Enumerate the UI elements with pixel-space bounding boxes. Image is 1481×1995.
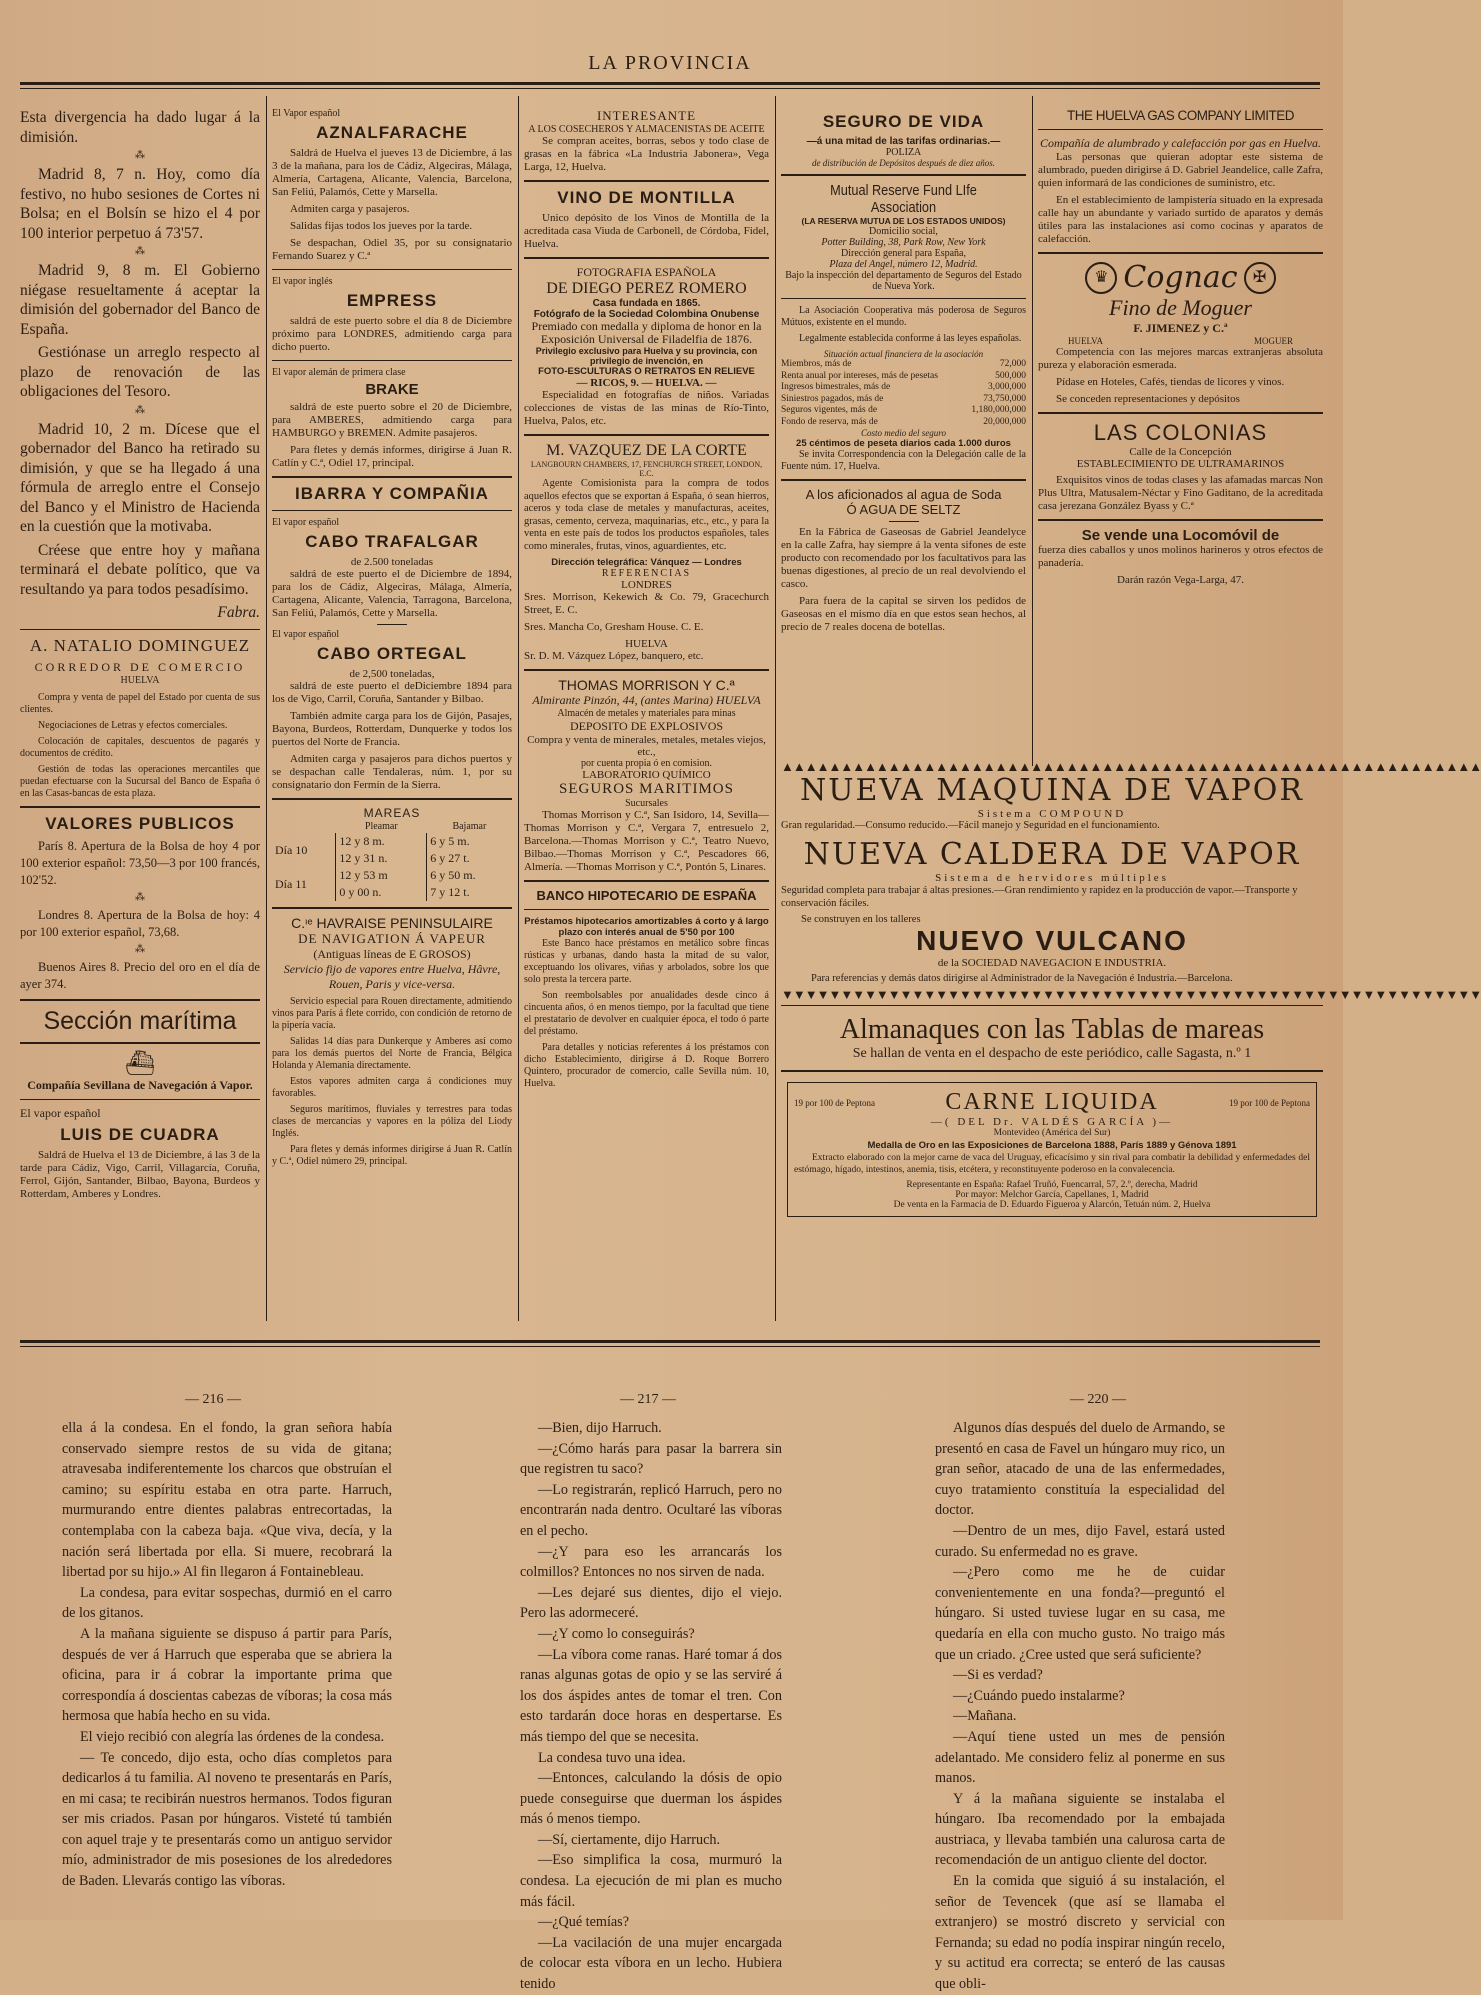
ad-text: Situación actual financiera de la asociación: [823, 349, 984, 359]
tides-cell: 12 y 31 n.: [336, 850, 427, 867]
ad-address: LANGBOURN CHAMBERS, 17, FENCHURCH STREET, LONDON, E.C.: [530, 460, 763, 478]
ad-text: Legalmente establecida conforme á las leyes españolas.: [799, 333, 1022, 344]
folio-number: — 220 —: [1070, 1392, 1126, 1407]
ad-text: fuerza dies caballos y unos molinos harineros y otros efectos de panadería.: [1038, 544, 1323, 569]
divider: [20, 1099, 260, 1100]
ad-text: Para detalles y noticias referentes á los préstamos con dicho Establecimiento, dirigirse á D. Roque Borrero Quintero, procurador de comercio, calle Sevilla núm. 10, Huelva.: [524, 1042, 769, 1089]
ad-text: Servicio especial para Rouen directamente, admitiendo vinos para París á flete corrido, con condición de retorno de la pipería vacía.: [272, 996, 512, 1031]
ad-title: VINO DE MONTILLA: [557, 188, 736, 207]
separator-stars: ⁂: [135, 404, 145, 416]
ship-schedule: saldrá de este puerto el de Diciembre de 1894, para los de Cádiz, Algeciras, Málaga, Almería, Cartagena, Alicante, Valencia, Tarragona, Barcelona, San Feliú, Palamós, Cette y Marsella.: [272, 568, 512, 619]
news-paragraph: Madrid 10, 2 m. Dícese que el gobernador del Banco ha retirado su dimisión, y que se ha llegado á una fórmula de arreglo entre el Consejo del Banco y el Ministro de Hacienda en la cuestión que la motivaba.: [20, 420, 260, 535]
ad-subtitle: Sistema COMPOUND: [977, 808, 1127, 820]
ad-text: Almacén de metales y materiales para minas: [557, 708, 736, 719]
ad-text: Gestión de todas las operaciones mercantiles que puedan efectuarse con la Sucursal del Banco de España ó en las Casas-bancas de esta plaza.: [20, 763, 260, 799]
masthead-rule: [20, 82, 1320, 85]
company-title: IBARRA Y COMPAÑIA: [295, 484, 489, 503]
ad-text: Thomas Morrison y C.ª, San Isidoro, 14, Sevilla—Thomas Morrison y C.ª, Vergara 7, entresuelo 2, Barcelona.—Thomas Morrison y C.ª, Teatro Nuevo, Bilbao.—Thomas Morrison y C.ª, Pescadores 66, Almería. —Thomas Morrison y C.ª, Pontón 5, Linares.: [524, 809, 769, 873]
ship-name: LUIS DE CUADRA: [60, 1124, 220, 1144]
ad-subtitle: Sistema de hervidores múltiples: [935, 872, 1169, 884]
crest-icon: ♛: [1085, 262, 1117, 294]
tides-table: [272, 820, 512, 901]
ship-intro: El vapor inglés: [272, 276, 333, 287]
ship-intro: El vapor español: [272, 629, 340, 640]
ad-title: Almanaques con las Tablas de mareas: [839, 1014, 1265, 1045]
divider: [781, 1070, 1323, 1072]
serial-paragraph: La condesa, para evitar sospechas, durmió en el carro de los gitanos.: [62, 1584, 392, 1622]
serial-paragraph: — Te concedo, dijo esta, ocho días completos para dedicarlos á tu familia. Al noveno te presentarás en París, en mi casa; te recibirán nuestros hermanos. Todos figuran ser mis criados. Pasan por húngaros. Visteté tú también con aquel traje y te presentarás como un antiguo servidor mío, administrador de mis posesiones de los alrededores de Baden. Llevarás contigo las víboras.: [62, 1749, 392, 1890]
ad-text: 19 por 100 de Peptona: [1229, 1097, 1310, 1108]
ad-title: FOTOGRAFIA ESPAÑOLA: [576, 265, 717, 279]
tides-header-low: Bajamar: [452, 821, 487, 832]
ad-text: Dirección general para España,: [841, 248, 966, 259]
ad-text: Para fuera de la capital se sirven los pedidos de Gaseosas en el mismo día en que estos sean hechos, al precio de 7 reales docena de botellas.: [781, 595, 1026, 633]
carne-liquida-ad: [787, 1082, 1317, 1217]
company-name: Compañía Sevillana de Navegación á Vapor.: [27, 1077, 253, 1092]
company-title: C.ᶦᵉ HAVRAISE PENINSULAIRE: [291, 915, 493, 931]
ad-text: Para referencias y demás datos dirigirse al Administrador de la Navegación é Industria.—Barcelona.: [811, 973, 1233, 984]
ship-name: CABO ORTEGAL: [317, 644, 467, 663]
ad-title-2: DE DIEGO PEREZ ROMERO: [546, 280, 747, 297]
figure-label: Fondo de reserva, más de: [781, 416, 878, 427]
crest-icon: ✠: [1244, 262, 1276, 294]
ad-subtitle: Calle de la Concepción: [1129, 446, 1232, 458]
ad-text: Pídase en Hoteles, Cafés, tiendas de licores y vinos.: [1056, 376, 1285, 388]
ad-text: Potter Building, 38, Park Row, New York: [821, 237, 986, 248]
news-paragraph: Londres 8. Apertura de la Bolsa de hoy: 4 por 100 exterior español, 73,68.: [20, 907, 260, 939]
column-ads-3: [524, 108, 769, 1323]
divider: [1038, 519, 1323, 521]
ad-text: Colocación de capitales, descuentos de pagarés y documentos de crédito.: [20, 735, 260, 759]
serial-paragraph: —Bien, dijo Harruch.: [538, 1420, 662, 1436]
serial-paragraph: —¿Cuándo puedo instalarme?: [953, 1687, 1125, 1704]
news-paragraph: Esta divergencia ha dado lugar á la dimisión.: [20, 109, 260, 146]
figure-label: Ingresos bimestrales, más de: [781, 382, 891, 392]
serial-paragraph: —Si es verdad?: [953, 1667, 1043, 1684]
ad-text: Costo medio del seguro: [861, 428, 946, 438]
column-rule: [775, 96, 776, 1321]
column-rule: [518, 96, 519, 1321]
tides-title: MAREAS: [363, 806, 421, 820]
wide-ads: [781, 759, 1481, 1320]
divider: [272, 476, 512, 478]
divider: [1038, 129, 1323, 130]
serial-paragraph: —La víbora come ranas. Haré tomar á dos ranas algunas gotas de opio y se las serviré á los dos áspides antes de tomar el tren. Con esto tardarán doce horas en despertarse. Es más tiempo del que se necesita.: [520, 1646, 782, 1745]
ad-subtitle: de la SOCIEDAD NAVEGACION E INDUSTRIA.: [937, 957, 1167, 969]
location-label: MOGUER: [1253, 336, 1293, 346]
ship-schedule: Salidas fijas todos los jueves por la tarde.: [290, 220, 473, 232]
ad-subtitle: A LOS COSECHEROS Y ALMACENISTAS DE ACEITE: [528, 124, 765, 135]
ad-text: Especialidad en fotografías de niños. Variadas colecciones de vistas de las minas de Río-Tinto, Huelva, Palos, etc.: [524, 389, 769, 427]
ad-text: Bajo la inspección del departamento de Seguros del Estado de Nueva York.: [785, 270, 1022, 292]
ad-text: Fotógrafo de la Sociedad Colombina Onubense: [533, 309, 760, 320]
ad-text: Sres. Morrison, Kekewich & Co. 79, Gracechurch Street, E. C.: [524, 591, 769, 616]
ship-intro: El vapor español: [20, 1105, 101, 1120]
divider: [272, 269, 512, 270]
ad-text: En la Fábrica de Gaseosas de Gabriel Jeandelyce en la calle Zafra, hay siempre á la venta sifones de este producto con recomendado por los facultativos para las buenas digestiones, al precio de un real devolviendo el casco.: [781, 526, 1026, 590]
column-ads-4: [781, 108, 1026, 753]
ad-text: DEPOSITO DE EXPLOSIVOS: [569, 719, 724, 733]
ship-schedule: Admiten carga y pasajeros.: [290, 203, 410, 215]
serial-paragraph: —¿Cómo harás para pasar la barrera sin que registren tu saco?: [520, 1440, 782, 1478]
ad-title: Mutual Reserve Fund LIfe Association: [830, 182, 977, 216]
divider: [524, 434, 769, 436]
ad-text: Medalla de Oro en las Exposiciones de Barcelona 1888, París 1889 y Génova 1891: [867, 1140, 1237, 1151]
section-rule: [20, 1340, 1320, 1343]
ad-text: Plaza del Angel, número 12, Madrid.: [829, 259, 978, 270]
divider: [272, 798, 512, 800]
ad-title: LAS COLONIAS: [1093, 420, 1268, 445]
ship-schedule: Saldrá de Huelva el jueves 13 de Diciembre, á las 3 de la mañana, para los de Cádiz, Algeciras, Málaga, Almería, Cartagena, Alicante, Valencia, Barcelona, San Feliú, Palamós, Cette y Marsella.: [272, 147, 512, 198]
ad-text: Se hallan de venta en el despacho de este periódico, calle Sagasta, n.º 1: [852, 1046, 1252, 1061]
firm-name: F. JIMENEZ y C.ª: [1133, 321, 1228, 335]
serial-paragraph: —Lo registrarán, replicó Harruch, pero no encontrarán nada dentro. Ocultaré las víboras en el pecho.: [520, 1481, 782, 1539]
ad-title: THE HUELVA GAS COMPANY LIMITED: [1066, 108, 1295, 123]
divider: [1038, 412, 1323, 414]
company-service: Servicio fijo de vapores entre Huelva, Hâvre, Rouen, Paris y vice-versa.: [283, 962, 501, 991]
serial-paragraph: —Eso simplifica la cosa, murmuró la condesa. La ejecución de mi plan es mucho más fácil.: [520, 1852, 782, 1910]
separator-stars: ⁂: [135, 943, 145, 955]
figure-value: 1,180,000,000: [971, 405, 1026, 415]
ad-text: Se invita Correspondencia con la Delegación calle de la Fuente núm. 17, Huelva.: [781, 449, 1026, 472]
tides-cell: 6 y 5 m.: [427, 833, 512, 850]
ad-text: Salidas 14 días para Dunkerque y Amberes así como para los demás puertos del Norte de Francia, Bélgica Holanda y Alemania directamente.: [272, 1036, 512, 1071]
location-label: HUELVA: [1068, 336, 1104, 346]
divider: [524, 909, 769, 910]
serial-column-1: [62, 1418, 392, 1913]
figure-label: Miembros, más de: [781, 359, 852, 369]
news-paragraph: Madrid 8, 7 n. Hoy, como día festivo, no hubo sesiones de Cortes ni Bolsa; en el Bolsín se hizo el 4 por 100 interior perpetuo á 73'57.: [20, 166, 260, 242]
ad-title: CARNE LIQUIDA: [945, 1089, 1159, 1115]
ad-title: THOMAS MORRISON Y C.ª: [558, 677, 735, 693]
ad-text: POLIZA: [885, 147, 922, 158]
ad-text: Sr. D. M. Vázquez López, banquero, etc.: [524, 650, 704, 662]
divider: [524, 669, 769, 671]
tides-cell: 6 y 27 t.: [427, 850, 512, 867]
ad-title: SEGURO DE VIDA: [822, 112, 985, 131]
tides-cell: 0 y 00 n.: [336, 884, 427, 901]
masthead-title: LA PROVINCIA: [588, 52, 752, 74]
divider: [781, 298, 1026, 299]
cognac-logo: [1038, 260, 1323, 295]
column-news: [20, 108, 260, 1323]
ad-title: NUEVA CALDERA DE VAPOR: [803, 837, 1301, 872]
ship-icon: ⛴: [124, 1050, 156, 1077]
ad-text: Estos vapores admiten carga á condiciones muy favorables.: [272, 1076, 512, 1099]
ad-text: REFERENCIAS: [601, 568, 692, 579]
broker-city: HUELVA: [120, 674, 160, 686]
ad-text: Son reembolsables por anualidades desde cinco á cincuenta años, ó en menos tiempo, por la facultad que tiene el prestatario de devolver en cualquier época, el todo ó parte del préstamo.: [524, 990, 769, 1037]
serial-paragraph: El viejo recibió con alegría las órdenes de la condesa.: [80, 1728, 385, 1745]
ad-title: A los aficionados al agua de Soda: [805, 487, 1002, 502]
divider: [781, 1005, 1323, 1006]
ad-text: 25 céntimos de peseta diarios cada 1.000 duros: [796, 438, 1011, 449]
ad-text: Darán razón Vega-Larga, 47.: [1117, 574, 1244, 586]
section-rule-thin: [20, 1346, 1320, 1347]
divider: [889, 521, 919, 522]
ship-schedule: saldrá de este puerto sobre el día 8 de Diciembre próximo para LONDRES, admitiendo carga para dicho puerto.: [272, 315, 512, 353]
divider: [781, 174, 1026, 176]
divider: [272, 907, 512, 909]
figure-value: 73,750,000: [983, 393, 1026, 404]
divider: [20, 806, 260, 808]
ad-text: En el establecimiento de lampistería situado en la expresada calle hay un abundante y variado surtido de aparatos y demás útiles para las instalaciones así como cocinas y aparatos de calefacción.: [1038, 194, 1323, 245]
serial-paragraph: —Entonces, calculando la dósis de opio puede conseguirse que duerman los áspides más ó menos tiempo.: [520, 1770, 782, 1828]
cognac-script: Cognac: [1123, 260, 1238, 295]
serial-paragraph: Y á la mañana siguiente se instalaba el húngaro. Iba recomendado por la embajada austriaca, y llevaba también una calurosa carta de recomendación de un antiguo cliente del doctor.: [935, 1790, 1225, 1869]
serial-paragraph: —Les dejaré sus dientes, dijo el viejo. Pero las adormeceré.: [520, 1584, 782, 1622]
divider: [377, 624, 407, 625]
column-shipping: [272, 108, 512, 1323]
ship-schedule: Admiten carga y pasajeros para dichos puertos y se despachan calle Tendaleras, núm. 1, por su consignatario don Fermín de la Sierra.: [272, 753, 512, 791]
ad-text: Montevideo (América del Sur): [993, 1128, 1111, 1138]
ad-text: Domicilio social,: [869, 226, 938, 237]
divider: [781, 479, 1026, 481]
serial-paragraph: —La vacilación de una mujer encargada de colocar esta víbora en un lecho. Hubiera tenido: [520, 1934, 782, 1993]
ad-text: SEGUROS MARITIMOS: [559, 781, 734, 797]
divider: [20, 629, 260, 630]
ad-text: Se construyen en los talleres: [801, 914, 921, 925]
ad-text: Premiado con medalla y diploma de honor en la Exposición Universal de Filadelfia de 1876.: [531, 319, 762, 346]
news-paragraph: Gestiónase un arreglo respecto al plazo de renovación de las obligaciones del Tesoro.: [20, 344, 260, 400]
tides-cell: 7 y 12 t.: [427, 884, 512, 901]
ad-text: LONDRES: [621, 579, 672, 591]
ad-subtitle: —á una mitad de las tarifas ordinarias.—: [806, 136, 1001, 147]
folio-number: — 216 —: [185, 1392, 241, 1407]
news-paragraph: Buenos Aires 8. Precio del oro en el día de ayer 374.: [20, 959, 260, 991]
serial-paragraph: —Mañana.: [953, 1708, 1017, 1725]
ship-name: AZNALFARACHE: [316, 123, 468, 142]
broker-subtitle: CORREDOR DE COMERCIO: [34, 659, 246, 674]
serial-paragraph: La condesa tuvo una idea.: [538, 1749, 686, 1766]
ad-title: NUEVA MAQUINA DE VAPOR: [800, 773, 1304, 808]
ad-text: Gran regularidad.—Consumo reducido.—Fácil manejo y Seguridad en el funcionamiento.: [781, 820, 1160, 831]
ship-name: BRAKE: [365, 381, 419, 398]
serial-column-2: [520, 1418, 782, 1993]
ad-text: Compra y venta de minerales, metales, metales viejos, etc.,: [527, 734, 766, 758]
ad-title: INTERESANTE: [596, 108, 697, 123]
ad-text: Para fletes y demás informes dirigirse á Juan R. Catlín y C.ª, Odiel número 29, principal.: [272, 1144, 512, 1167]
column-rule: [266, 96, 267, 1321]
ship-schedule: Se despachan, Odiel 35, por su consignatario Fernando Suarez y C.ª: [272, 237, 512, 262]
ad-text: Agente Comisionista para la compra de todos aquellos efectos que se exportan á España, ó sean hierros, aceros y toda clase de metales y manufacturas, aceites, grasas, cemento, cerveza, maquinarias, etc., etc., y para la venta en este país de todos los productos españoles, tales como minerales, frutas, vinos, aguardientes, etc.: [524, 478, 769, 552]
company-subtitle: (Antiguas líneas de E GROSOS): [313, 947, 471, 961]
separator-stars: ⁂: [135, 891, 145, 903]
serial-paragraph: En la comida que siguió á su instalación, el señor de Tevencek (que así se llamaba el extranjero) se mostró discreto y servicial con Fernanda; su edad no podía inspirar ningún recelo, y su actitud era correcta; se enteró de las causas que obli-: [935, 1873, 1225, 1993]
ship-schedule: Saldrá de Huelva el 13 de Diciembre, á las 3 de la tarde para Cádiz, Vigo, Carril, Villagarcía, Coruña, Ferrol, Gijón, Santander, Bilbao, Bayona, Burdeos y Rotterdam, Amberes y Londres.: [20, 1148, 260, 1200]
figure-label: Renta anual por intereses, más de pesetas: [781, 370, 938, 381]
ship-schedule: Para fletes y demás informes, dirigirse á Juan R. Catlín y C.ª, Odiel 17, principal.: [272, 444, 512, 469]
decorative-border: ▲▲▲▲▲▲▲▲▲▲▲▲▲▲▲▲▲▲▲▲▲▲▲▲▲▲▲▲▲▲▲▲▲▲▲▲▲▲▲▲▲▲▲▲▲▲▲▲▲▲▲▲▲▲▲▲▲▲▲: [781, 759, 1481, 774]
ad-text: Representante en España: Rafael Truñó, Fuencarral, 57, 2.º, derecha, Madrid: [906, 1180, 1198, 1190]
ship-name: EMPRESS: [346, 291, 438, 310]
serial-column-3: [935, 1418, 1225, 1993]
tides-day: Día 10: [275, 842, 308, 857]
serial-paragraph: —¿Y como lo conseguirás?: [538, 1625, 695, 1642]
tides-day: Día 11: [275, 876, 307, 891]
ad-text: Privilegio exclusivo para Huelva y su provincia, con privilegio de invención, en: [535, 346, 758, 366]
figure-label: Siniestros pagados, más de: [781, 393, 884, 404]
ship-tonnage: de 2.500 toneladas: [350, 556, 434, 568]
broker-title: A. NATALIO DOMINGUEZ: [29, 635, 251, 655]
ad-text: 19 por 100 de Peptona: [794, 1097, 875, 1108]
figure-value: 72,000: [999, 359, 1026, 369]
fino-script: Fino de Moguer: [1109, 295, 1252, 320]
figure-value: 500,000: [995, 370, 1026, 381]
ad-text: Competencia con las mejores marcas extranjeras absoluta pureza y elaboración esmerada.: [1038, 346, 1323, 371]
tides-cell: 12 y 53 m: [336, 867, 427, 884]
ad-title-2: Ó AGUA DE SELTZ: [846, 502, 961, 517]
column-ads-5: [1038, 108, 1323, 753]
ad-text: Sucursales: [625, 798, 668, 809]
ad-text: Se compran aceites, borras, sebos y todo clase de grasas en la fábrica «La Industria Jabonera», Vega Larga, 12, Huelva.: [524, 135, 769, 173]
ad-subtitle: —( DEL Dr. VALDÉS GARCÍA )—: [930, 1116, 1174, 1128]
ad-text: Casa fundada en 1865.: [592, 298, 701, 309]
ad-text: Este Banco hace préstamos en metálico sobre fincas rústicas y urbanas, dando hasta la mitad de su valor, exceptuando los olivares, viñas y arbolados, sobre los que solo presta la tercera parte.: [524, 938, 769, 985]
ad-text: Dirección telegráfica: Vánquez — Londres: [551, 557, 742, 568]
ad-text: por cuenta propia ó en comision.: [580, 758, 713, 769]
serial-paragraph: —¿Pero como me he de cuidar convenientemente en una fonda?—preguntó el húngaro. Si usted tuviese lugar en su casa, me quedaría en ella con mucho gusto. No traigo más que un criado. ¿Cree usted que será suficiente?: [935, 1564, 1225, 1663]
news-signature: Fabra.: [217, 604, 260, 621]
serial-paragraph: A la mañana siguiente se dispuso á partir para París, después de ver á Harruch que esperaba que se abriera la oficina, para ir á cobrar la importante prima que correspondía á doscientas cabezas de víboras; la cosa más hermosa que había hecho en su vida.: [62, 1625, 392, 1725]
serial-paragraph: —Dentro de un mes, dijo Favel, estará usted curado. Su enfermedad no es grave.: [935, 1522, 1225, 1560]
ad-title: M. VAZQUEZ DE LA CORTE: [546, 442, 747, 459]
ship-schedule: También admite carga para los de Gijón, Pasajes, Bayona, Burdeos, Rotterdam, Dunquerke y todos los puertos del Norte de Francia.: [272, 710, 512, 748]
separator-stars: ⁂: [135, 150, 145, 161]
divider: [524, 180, 769, 182]
ad-text: HUELVA: [625, 638, 668, 650]
ship-intro: El vapor alemán de primera clase: [272, 367, 406, 378]
tides-cell: 12 y 8 m.: [336, 833, 427, 850]
ad-text: LABORATORIO QUÍMICO: [582, 769, 711, 781]
tides-cell: 6 y 50 m.: [427, 867, 512, 884]
ad-text: Unico depósito de los Vinos de Montilla de la acreditada casa Viuda de Carbonell, de Córdoba, Fidel, Huelva.: [524, 212, 769, 250]
ad-text: — RICOS, 9. — HUELVA. —: [576, 377, 717, 389]
ad-text: FOTO-ESCULTURAS O RETRATOS EN RELIEVE: [538, 366, 755, 377]
news-paragraph: Madrid 9, 8 m. El Gobierno niégase resueltamente á aceptar la dimisión del gobernador del Banco de España.: [20, 262, 260, 338]
company-title-2: DE NAVIGATION Á VAPEUR: [298, 931, 486, 946]
divider: [524, 257, 769, 259]
news-paragraph: Créese que entre hoy y mañana terminará el debate político, que va resultando ya para todos pesadísimo.: [20, 541, 260, 598]
ad-address: Almirante Pinzón, 44, (antes Marina) HUELVA: [532, 693, 761, 707]
divider: [524, 880, 769, 882]
divider: [20, 999, 260, 1001]
ad-text: Extracto elaborado con la mejor carne de vaca del Uruguay, eficacísimo y sin rival para combatir la debilidad y enfermedades del estómago, hígado, intestinos, anemia, tisis, etcétera, y reconstituyente poderoso en la convalecencia.: [794, 1153, 1310, 1175]
ad-text: Compra y venta de papel del Estado por cuenta de sus clientes.: [20, 691, 260, 715]
decorative-border: ▼▼▼▼▼▼▼▼▼▼▼▼▼▼▼▼▼▼▼▼▼▼▼▼▼▼▼▼▼▼▼▼▼▼▼▼▼▼▼▼▼▼▼▼▼▼▼▼▼▼▼▼▼▼▼▼▼▼▼: [781, 987, 1481, 1002]
ad-text: Préstamos hipotecarios amortizables á corto y á largo plazo con interés anual de 5'50 por 100: [524, 916, 769, 938]
ad-text: Se conceden representaciones y depósitos: [1056, 393, 1240, 405]
news-paragraph: París 8. Apertura de la Bolsa de hoy 4 por 100 exterior español: 73,50—3 por 100 francés, 102'52.: [20, 838, 260, 887]
serial-paragraph: —¿Y para eso les arrancarás los colmillos? Entonces no nos sirven de nada.: [520, 1543, 782, 1581]
ad-text: Las personas que quieran adoptar este sistema de alumbrado, pueden dirigirse á D. Gabriel Jeandelice, calle Zafra, quien informará de las condiciones de suministro, etc.: [1038, 151, 1323, 189]
ship-name: CABO TRAFALGAR: [305, 532, 479, 551]
figure-value: 3,000,000: [988, 382, 1026, 392]
ship-intro: El Vapor español: [272, 108, 341, 119]
ad-text: De venta en la Farmacia de D. Eduardo Figueroa y Alarcón, Tetuán núm. 2, Huelva: [893, 1200, 1211, 1210]
ad-text: La Asociación Cooperativa más poderosa de Seguros Mútuos, existente en el mundo.: [781, 305, 1026, 328]
ship-schedule: saldrá de este puerto el deDiciembre 1894 para los de Vigo, Carril, Coruña, Santander y Bilbao.: [272, 680, 512, 705]
serial-paragraph: ella á la condesa. En el fondo, la gran señora había conservado siempre restos de su vida de gitana; atravesaba indiferentemente los charcos que obstruían el camino; su espíritu estaba en otra parte. Harruch, murmurando entre dientes palabras entrecortadas, la contemplaba con la cabeza baja. «Que viva, decía, y la nación será libertada por ella. Si muere, recobrará la libertad por su hijo.» Al fin llegaron á Fontainebleau.: [62, 1420, 392, 1581]
ship-schedule: saldrá de este puerto sobre el 20 de Diciembre, para AMBERES, admitiendo carga para HAMBURGO y BREMEN. Admite pasajeros.: [272, 401, 512, 439]
ad-title: BANCO HIPOTECARIO DE ESPAÑA: [536, 888, 757, 903]
divider: [20, 1042, 260, 1044]
folio-number: — 217 —: [620, 1392, 676, 1407]
ship-intro: El vapor español: [272, 517, 340, 528]
tides-header-high: Pleamar: [364, 821, 398, 832]
divider: [1038, 252, 1323, 254]
serial-paragraph: —¿Qué temías?: [538, 1914, 629, 1931]
divider: [272, 360, 512, 361]
separator-stars: ⁂: [135, 246, 145, 257]
column-rule: [1032, 96, 1033, 766]
section-title: VALORES PUBLICOS: [45, 813, 235, 833]
serial-paragraph: —Sí, ciertamente, dijo Harruch.: [538, 1831, 721, 1848]
ad-subtitle: Compañía de alumbrado y calefacción por gas en Huelva.: [1040, 136, 1321, 150]
serial-paragraph: Algunos días después del duelo de Armando, se presentó en casa de Favel un húngaro muy rico, un gran señor, atacado de una de las enfermedades, cuyo tratamiento constituía la especialidad del doctor.: [935, 1420, 1225, 1519]
ad-title: Se vende una Locomóvil de: [1081, 527, 1280, 544]
figure-label: Seguros vigentes, más de: [781, 405, 878, 415]
ad-text: Seguros marítimos, fluviales y terrestres para todas clases de mercancías y vapores en la póliza del Liody Inglés.: [272, 1104, 512, 1139]
ad-text: Sres. Mancha Co, Gresham House. C. E.: [524, 621, 704, 633]
divider: [272, 510, 512, 511]
ad-title: NUEVO VULCANO: [916, 925, 1188, 956]
serial-paragraph: —Aquí tiene usted un mes de pensión adelantado. Me considero feliz al ponerme en sus manos.: [935, 1728, 1225, 1787]
figure-value: 20,000,000: [983, 416, 1026, 427]
section-title-maritime: Sección marítima: [43, 1006, 237, 1035]
ad-text: Negociaciones de Letras y efectos comerciales.: [38, 719, 228, 731]
ad-subtitle: (LA RESERVA MUTUA DE LOS ESTADOS UNIDOS): [801, 216, 1006, 226]
ad-text: Seguridad completa para trabajar á altas presiones.—Gran rendimiento y rapidez en la producción de vapor.—Transporte y conservación fáciles.: [781, 885, 1298, 909]
ship-tonnage: de 2,500 toneladas,: [349, 668, 435, 680]
ad-text: de distribución de Depósitos después de diez años.: [812, 158, 995, 168]
ad-text: Por mayor: Melchor García, Capellanes, 1, Madrid: [955, 1190, 1149, 1200]
masthead-rule-thin: [20, 88, 1320, 89]
ad-text: Exquisitos vinos de todas clases y las afamadas marcas Non Plus Ultra, Matusalem-Néctar y Fino Gaditano, de la acreditada casa jerezana González Byass y C.ª: [1038, 474, 1323, 512]
ad-subtitle: ESTABLECIMIENTO DE ULTRAMARINOS: [1076, 458, 1285, 470]
